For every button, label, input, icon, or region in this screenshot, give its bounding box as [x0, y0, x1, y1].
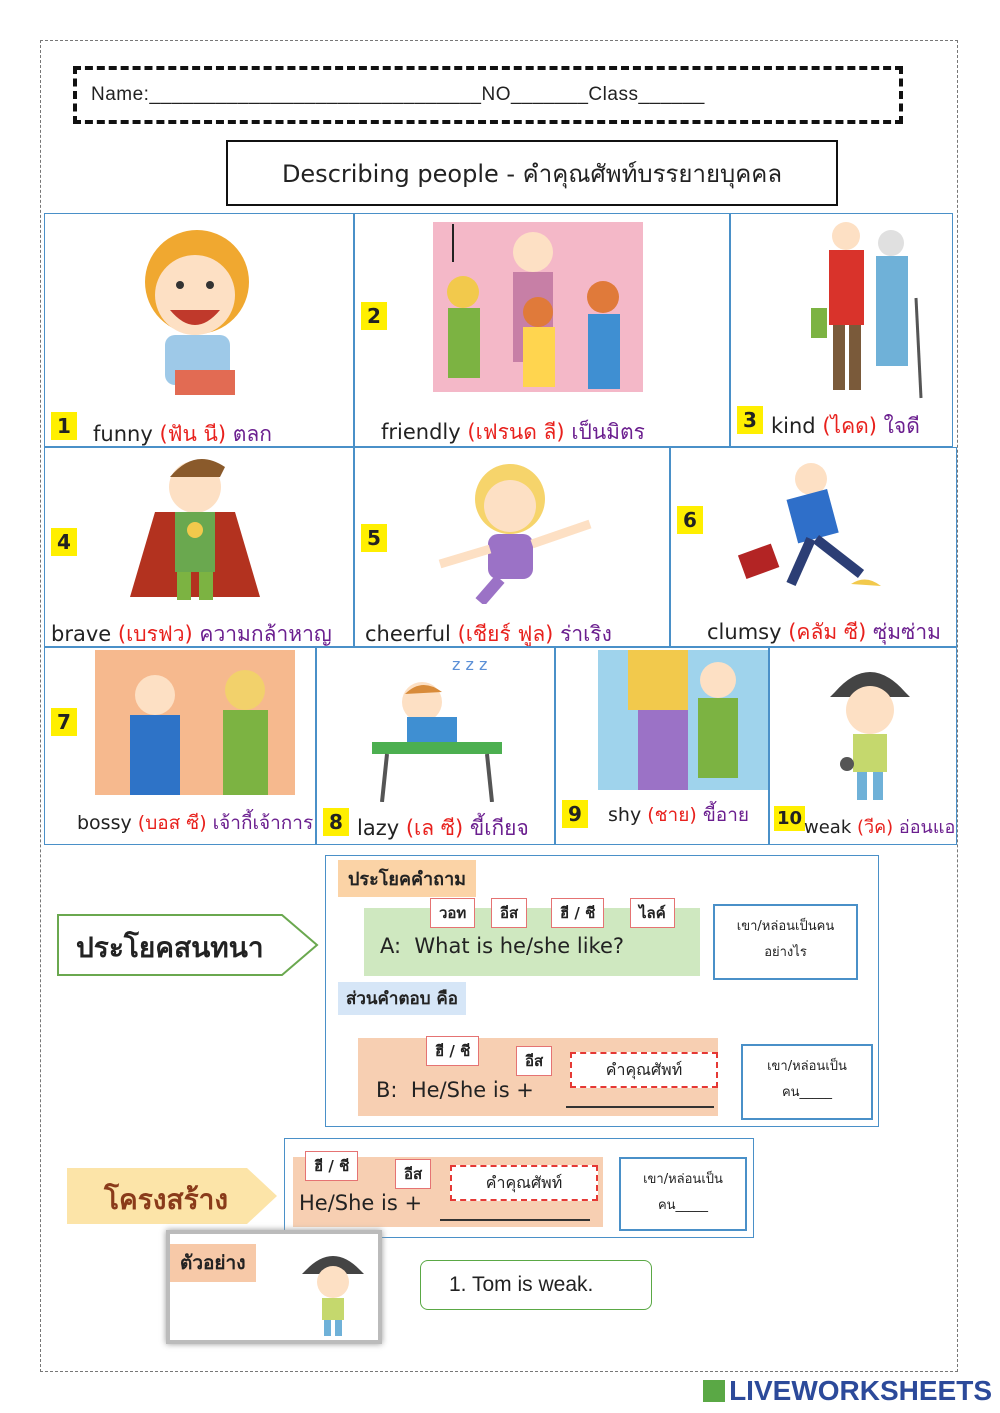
weak-boy-small-illustration — [298, 1242, 368, 1337]
card-cheerful — [354, 447, 670, 647]
structure-meaning-line1: เขา/หล่อนเป็น — [643, 1172, 723, 1187]
question-meaning-box — [713, 904, 858, 980]
example-sentence: 1. Tom is weak. — [449, 1273, 594, 1296]
question-label: ประโยคคำถาม — [338, 860, 476, 897]
structure-adjective-box: คำคุณศัพท์ — [450, 1165, 598, 1201]
dialogue-box — [325, 855, 879, 1127]
q-tag-what: วอท — [430, 898, 475, 928]
svg-text:z z z: z z z — [452, 655, 488, 674]
name-box — [73, 66, 903, 124]
adjective-box: คำคุณศัพท์ — [570, 1052, 718, 1088]
card-number: 2 — [361, 302, 387, 330]
card-caption: funny (ฟัน นี) ตลก — [93, 422, 272, 446]
card-number: 9 — [562, 800, 588, 828]
card-number: 4 — [51, 528, 77, 556]
card-weak — [769, 647, 957, 845]
superhero-boy-illustration — [125, 452, 265, 602]
sleeping-boy-illustration — [367, 652, 507, 802]
answer-meaning-line1: เขา/หล่อนเป็น — [767, 1059, 847, 1074]
card-number: 5 — [361, 524, 387, 552]
question-meaning-line1: เขา/หล่อนเป็นคน — [736, 919, 835, 934]
question-sentence: A: What is he/she like? — [380, 934, 625, 958]
bossy-women-illustration — [95, 650, 295, 795]
example-sentence-box — [420, 1260, 652, 1310]
page-title: Describing people - คำคุณศัพท์บรรยายบุคคล — [226, 140, 838, 206]
structure-arrow-label: โครงสร้าง — [104, 1183, 229, 1216]
card-clumsy — [670, 447, 957, 647]
card-number: 6 — [677, 506, 703, 534]
card-caption: clumsy (คลัม ซี) ซุ่มซ่าม — [707, 620, 941, 644]
structure-meaning-line2: คน_____ — [657, 1198, 709, 1213]
example-box — [166, 1230, 382, 1344]
card-caption: brave (เบรฟว) ความกล้าหาญ — [51, 622, 332, 646]
brand-logo: LIVEWORKSHEETS — [703, 1375, 992, 1407]
card-brave — [44, 447, 354, 647]
brand-logo-icon — [703, 1380, 725, 1402]
card-number: 10 — [774, 806, 805, 831]
card-number: 1 — [51, 412, 77, 440]
card-bossy — [44, 647, 316, 845]
answer-blank-line — [566, 1106, 714, 1108]
girl-laughing-illustration — [125, 220, 275, 395]
s-tag-heshe: ฮี / ชี — [305, 1151, 358, 1181]
structure-sentence: He/She is + — [299, 1191, 423, 1215]
card-caption: bossy (บอส ซี) เจ้ากี้เจ้าการ — [77, 812, 314, 834]
answer-label: ส่วนคำตอบ คือ — [338, 982, 466, 1015]
question-meaning-line2: อย่างไร — [764, 945, 807, 960]
structure-box — [284, 1138, 754, 1238]
card-number: 7 — [51, 708, 77, 736]
card-caption: lazy (เล ซี) ขี้เกียจ — [357, 816, 529, 840]
s-tag-is: อีส — [395, 1159, 431, 1189]
dialogue-arrow-label: ประโยคสนทนา — [76, 931, 264, 964]
card-caption: weak (วีค) อ่อนแอ — [804, 817, 956, 838]
card-caption: shy (ชาย) ขี้อาย — [608, 804, 750, 826]
card-lazy — [316, 647, 555, 845]
jumping-child-illustration — [420, 454, 600, 604]
example-label: ตัวอย่าง — [170, 1244, 256, 1282]
a-tag-is: อีส — [516, 1046, 552, 1076]
a-tag-heshe: ฮี / ชี — [426, 1036, 479, 1066]
structure-blank-line — [440, 1219, 590, 1221]
q-tag-heshe: ฮี / ชี — [551, 898, 604, 928]
q-tag-like: ไลค์ — [630, 898, 675, 928]
answer-meaning-line2: คน_____ — [781, 1085, 833, 1100]
structure-meaning-box — [619, 1157, 747, 1231]
friends-talking-illustration — [433, 222, 643, 407]
weak-boy-illustration — [815, 652, 925, 802]
name-line: Name:______________________________NO_______Class______ — [91, 84, 705, 105]
answer-sentence: B: He/She is + — [376, 1078, 534, 1102]
card-funny — [44, 213, 354, 447]
card-number: 3 — [737, 406, 763, 434]
answer-meaning-box — [741, 1044, 873, 1120]
card-caption: kind (ไคด) ใจดี — [771, 414, 920, 438]
card-friendly — [354, 213, 730, 447]
q-tag-is: อีส — [491, 898, 527, 928]
shy-boy-illustration — [598, 650, 768, 790]
card-kind — [730, 213, 953, 447]
card-caption: cheerful (เชียร์ ฟูล) ร่าเริง — [365, 622, 612, 646]
card-caption: friendly (เฟรนด ลี) เป็นมิตร — [381, 420, 645, 444]
man-slipping-illustration — [731, 454, 901, 594]
card-shy — [555, 647, 769, 845]
card-number: 8 — [323, 808, 349, 836]
helping-elderly-illustration — [811, 218, 931, 403]
